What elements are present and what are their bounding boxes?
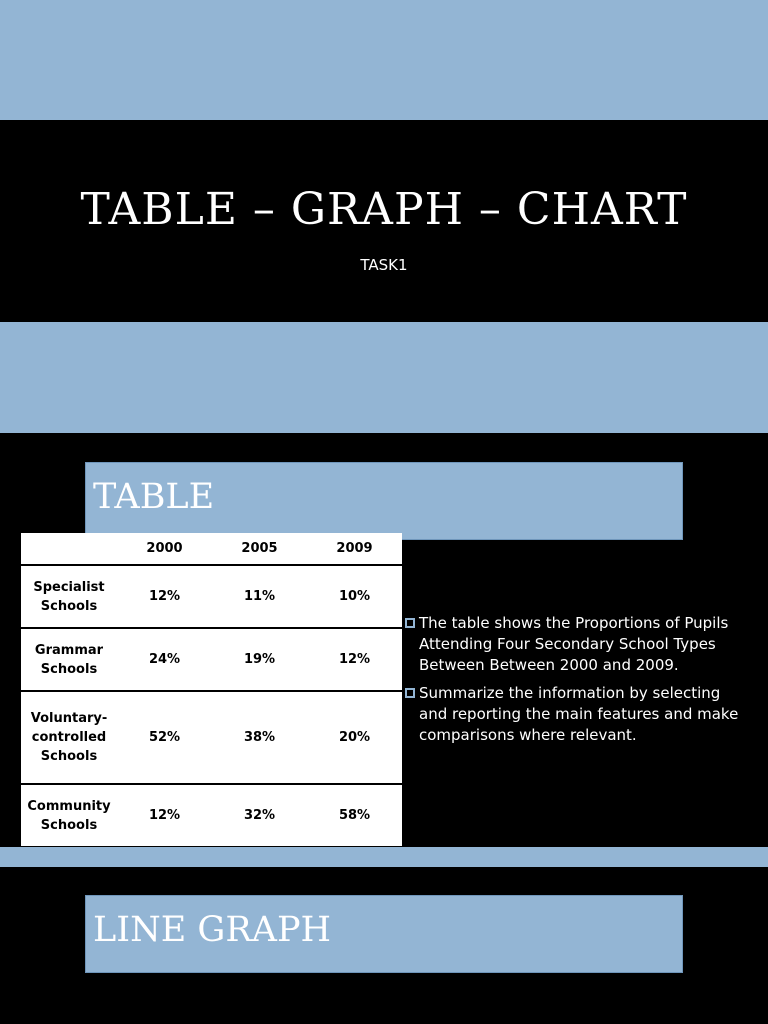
column-header: 2009 xyxy=(336,541,373,556)
line-graph-slide-heading: LINE GRAPH xyxy=(93,910,332,950)
row-label xyxy=(21,628,117,691)
square-bullet-icon xyxy=(405,618,415,628)
row-label-line: Specialist xyxy=(33,579,105,595)
table-row xyxy=(21,628,402,691)
row-label-line: Grammar xyxy=(34,642,104,658)
bullet-text: Summarize the information by selecting and reporting the main features and make comparisons where relevant. xyxy=(419,684,739,744)
table-cell: 12% xyxy=(148,808,181,823)
square-bullet-icon xyxy=(405,688,415,698)
list-item xyxy=(405,683,750,746)
table-header-row xyxy=(21,533,402,565)
row-label-line: Schools xyxy=(40,749,98,764)
row-label xyxy=(21,691,117,784)
table-cell: 11% xyxy=(243,589,276,604)
table-cell: 58% xyxy=(338,808,371,823)
row-label-line: Community xyxy=(27,798,111,814)
middle-band xyxy=(0,322,768,433)
column-header: 2000 xyxy=(146,541,183,556)
gap-band xyxy=(0,847,768,867)
table-cell: 19% xyxy=(243,652,276,667)
table-cell: 12% xyxy=(148,589,181,604)
table-slide-header xyxy=(85,462,683,540)
row-label-line: Voluntary- xyxy=(30,711,108,726)
list-item xyxy=(405,613,750,676)
row-label-line: controlled xyxy=(31,730,107,745)
table-cell: 32% xyxy=(243,808,276,823)
title-slide xyxy=(0,120,768,322)
column-header xyxy=(21,533,117,565)
row-label xyxy=(21,784,117,846)
table-cell: 10% xyxy=(338,589,371,604)
table-row xyxy=(21,691,402,784)
table-cell: 52% xyxy=(148,730,181,745)
table-row xyxy=(21,784,402,846)
table-slide xyxy=(0,433,768,847)
line-graph-slide-header xyxy=(85,895,683,973)
bullet-text: The table shows the Proportions of Pupils Attending Four Secondary School Types Between Between 2000 and 2009. xyxy=(419,614,729,674)
top-band xyxy=(0,0,768,120)
row-label-line: Schools xyxy=(40,661,98,677)
row-label xyxy=(21,565,117,628)
table-cell: 38% xyxy=(243,730,276,745)
slide-subtitle: TASK1 xyxy=(360,256,408,274)
column-header: 2005 xyxy=(241,541,278,556)
row-label-line: Schools xyxy=(40,598,98,614)
school-proportions-table xyxy=(21,533,402,846)
table-cell: 20% xyxy=(338,730,371,745)
row-label-line: Schools xyxy=(40,817,98,833)
slide-title: TABLE – GRAPH – CHART xyxy=(80,184,688,235)
table-row xyxy=(21,565,402,628)
table-slide-heading: TABLE xyxy=(93,477,215,517)
task-description-list xyxy=(405,613,750,753)
table-cell: 24% xyxy=(148,652,181,667)
line-graph-slide xyxy=(0,867,768,1024)
table-cell: 12% xyxy=(338,652,371,667)
